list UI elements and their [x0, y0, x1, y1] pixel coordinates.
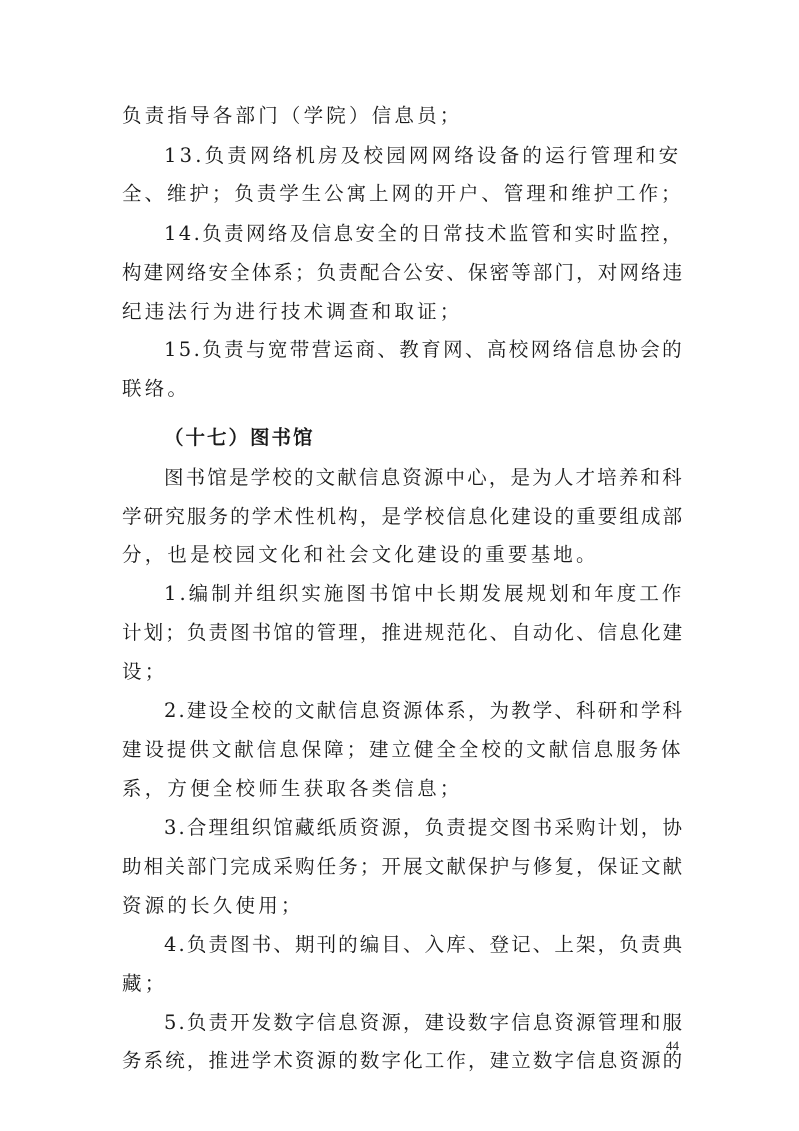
- text-line: 1.编制并组织实施图书馆中长期发展规划和年度工作: [164, 582, 685, 605]
- text-line: 藏；: [122, 972, 168, 995]
- text-line: 计划；负责图书馆的管理，推进规范化、自动化、信息化建: [122, 621, 685, 644]
- text-line: 4.负责图书、期刊的编目、入库、登记、上架，负责典: [164, 933, 685, 956]
- text-line: 15.负责与宽带营运商、教育网、高校网络信息协会的: [164, 338, 685, 361]
- text-line: 5.负责开发数字信息资源，建设数字信息资源管理和服: [164, 1011, 685, 1034]
- text-line: 2.建设全校的文献信息资源体系，为教学、科研和学科: [164, 699, 685, 722]
- section-heading: （十七）图书馆: [164, 426, 315, 449]
- text-line: 系，方便全校师生获取各类信息；: [122, 777, 463, 800]
- text-line: 全、维护；负责学生公寓上网的开户、管理和维护工作；: [122, 182, 684, 205]
- text-line: 13.负责网络机房及校园网网络设备的运行管理和安: [164, 144, 682, 167]
- text-line: 3.合理组织馆藏纸质资源，负责提交图书采购计划，协: [164, 816, 685, 839]
- text-line: 联络。: [122, 377, 191, 400]
- text-line: 建设提供文献信息保障；建立健全全校的文献信息服务体: [122, 738, 684, 761]
- text-line: 分，也是校园文化和社会文化建设的重要基地。: [122, 543, 599, 566]
- text-line: 助相关部门完成采购任务；开展文献保护与修复，保证文献: [122, 855, 685, 878]
- text-line: 纪违法行为进行技术调查和取证；: [122, 300, 463, 323]
- page-number: 44: [666, 1038, 679, 1053]
- text-line: 学研究服务的学术性机构，是学校信息化建设的重要组成部: [122, 505, 685, 528]
- text-line: 图书馆是学校的文献信息资源中心，是为人才培养和科: [164, 466, 684, 489]
- text-line: 负责指导各部门（学院）信息员；: [122, 104, 463, 127]
- text-line: 14.负责网络及信息安全的日常技术监管和实时监控，: [164, 222, 685, 245]
- text-line: 资源的长久使用；: [122, 894, 304, 917]
- text-line: 设；: [122, 660, 168, 683]
- text-line: 务系统，推进学术资源的数字化工作，建立数字信息资源的: [122, 1049, 685, 1072]
- text-line: 构建网络安全体系；负责配合公安、保密等部门，对网络违: [122, 261, 685, 284]
